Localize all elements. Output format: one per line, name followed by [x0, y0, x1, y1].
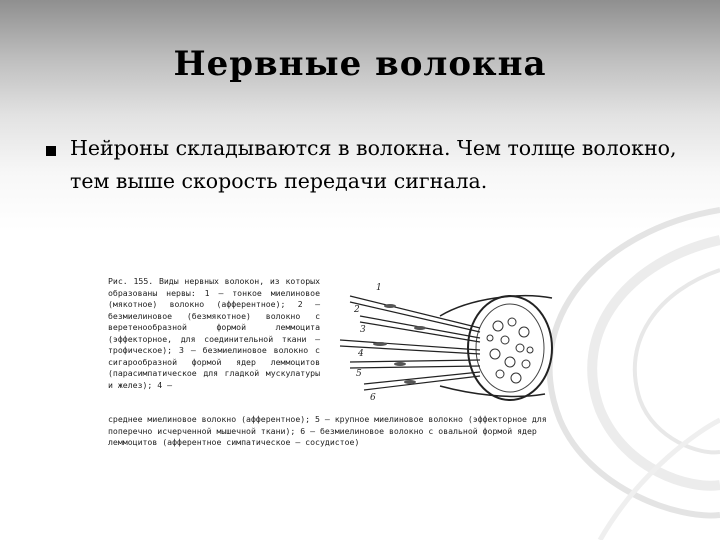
bullet-square-icon — [46, 146, 56, 156]
slide-title: Нервные волокна — [173, 44, 547, 84]
caption-head: Рис. 155. Виды нервных волокон, из которых образованы нервы: — [108, 276, 320, 298]
fiber-label-5: 5 — [356, 369, 362, 379]
fiber-label-4: 4 — [358, 349, 364, 359]
nerve-cross-section-drawing — [330, 276, 560, 404]
figure-caption — [108, 276, 320, 391]
figure-caption-continued: среднее миелиновое волокно (афферентное); 5 — крупное миелиновое волокно (эффекторное для поперечно исчерченной мышечной ткани); 6 — безмиелиновое волокно с овальной формой ядер леммоцитов (афферентное симпатическое — сосудистое) — [108, 414, 547, 447]
caption-body: 1 — тонкое миелиновое (мякотное) волокно (афферентное); 2 — безмиелиновое (безмякотное) волокно с веретенообразной формой леммоцита (эффекторное, для соединительной ткани — трофическое); 3 — безмиелиновое волокно с сигарообразной формой ядер леммоцитов (парасимпатическое для гладкой мускулатуры и желез); 4 — — [108, 287, 320, 390]
fiber-label-6: 6 — [370, 393, 376, 403]
fiber-label-2: 2 — [354, 305, 360, 315]
fiber-label-3: 3 — [360, 325, 366, 335]
fiber-label-1: 1 — [376, 283, 382, 293]
nerve-fibers-figure — [108, 276, 558, 466]
bullet-text: Нейроны складываются в волокна. Чем толще волокно, тем выше скорость передачи сигнала. — [70, 136, 677, 193]
